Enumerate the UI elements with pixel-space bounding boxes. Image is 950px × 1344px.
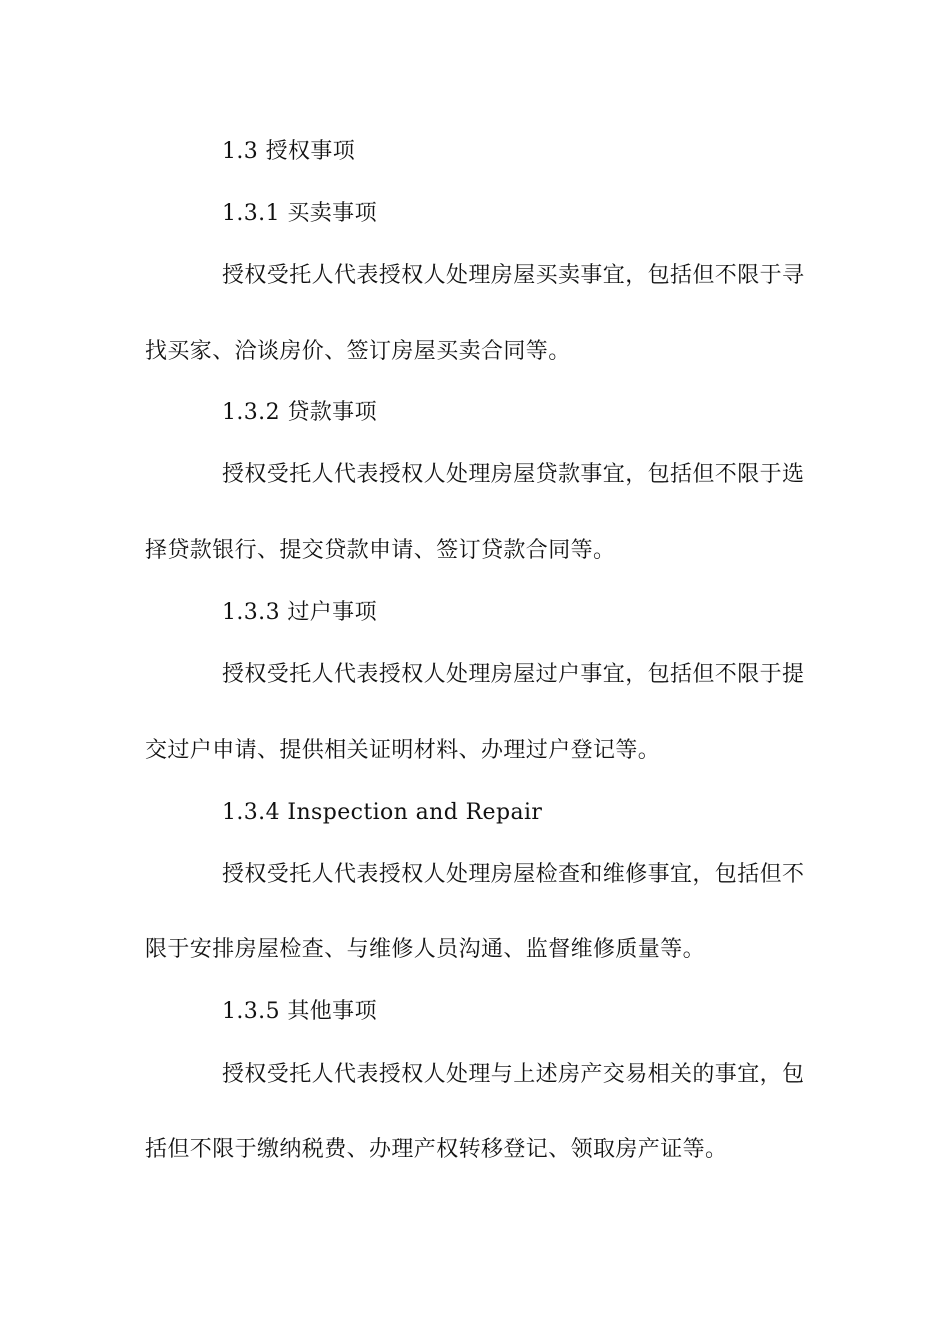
paragraph-1-3-4-line-2: 限于安排房屋检查、与维修人员沟通、监督维修质量等。: [145, 937, 706, 962]
paragraph-1-3-3-line-1: 授权受托人代表授权人处理房屋过户事宜，包括但不限于提: [222, 662, 805, 687]
subsection-heading-1-3-3: 1.3.3 过户事项: [222, 600, 377, 625]
subsection-heading-1-3-2: 1.3.2 贷款事项: [222, 400, 377, 425]
paragraph-1-3-4-line-1: 授权受托人代表授权人处理房屋检查和维修事宜，包括但不: [222, 862, 805, 887]
paragraph-1-3-3-line-2: 交过户申请、提供相关证明材料、办理过户登记等。: [145, 738, 661, 763]
paragraph-1-3-5-line-2: 括但不限于缴纳税费、办理产权转移登记、领取房产证等。: [145, 1137, 728, 1162]
paragraph-1-3-5-line-1: 授权受托人代表授权人处理与上述房产交易相关的事宜，包: [222, 1062, 805, 1087]
subsection-heading-1-3-5: 1.3.5 其他事项: [222, 999, 377, 1024]
paragraph-1-3-2-line-1: 授权受托人代表授权人处理房屋贷款事宜，包括但不限于选: [222, 462, 805, 487]
subsection-heading-1-3-1: 1.3.1 买卖事项: [222, 201, 377, 226]
paragraph-1-3-1-line-1: 授权受托人代表授权人处理房屋买卖事宜，包括但不限于寻: [222, 263, 805, 288]
section-heading: 1.3 授权事项: [222, 139, 356, 164]
paragraph-1-3-1-line-2: 找买家、洽谈房价、签订房屋买卖合同等。: [145, 339, 571, 364]
subsection-heading-1-3-4: 1.3.4 Inspection and Repair: [222, 800, 543, 825]
paragraph-1-3-2-line-2: 择贷款银行、提交贷款申请、签订贷款合同等。: [145, 538, 616, 563]
